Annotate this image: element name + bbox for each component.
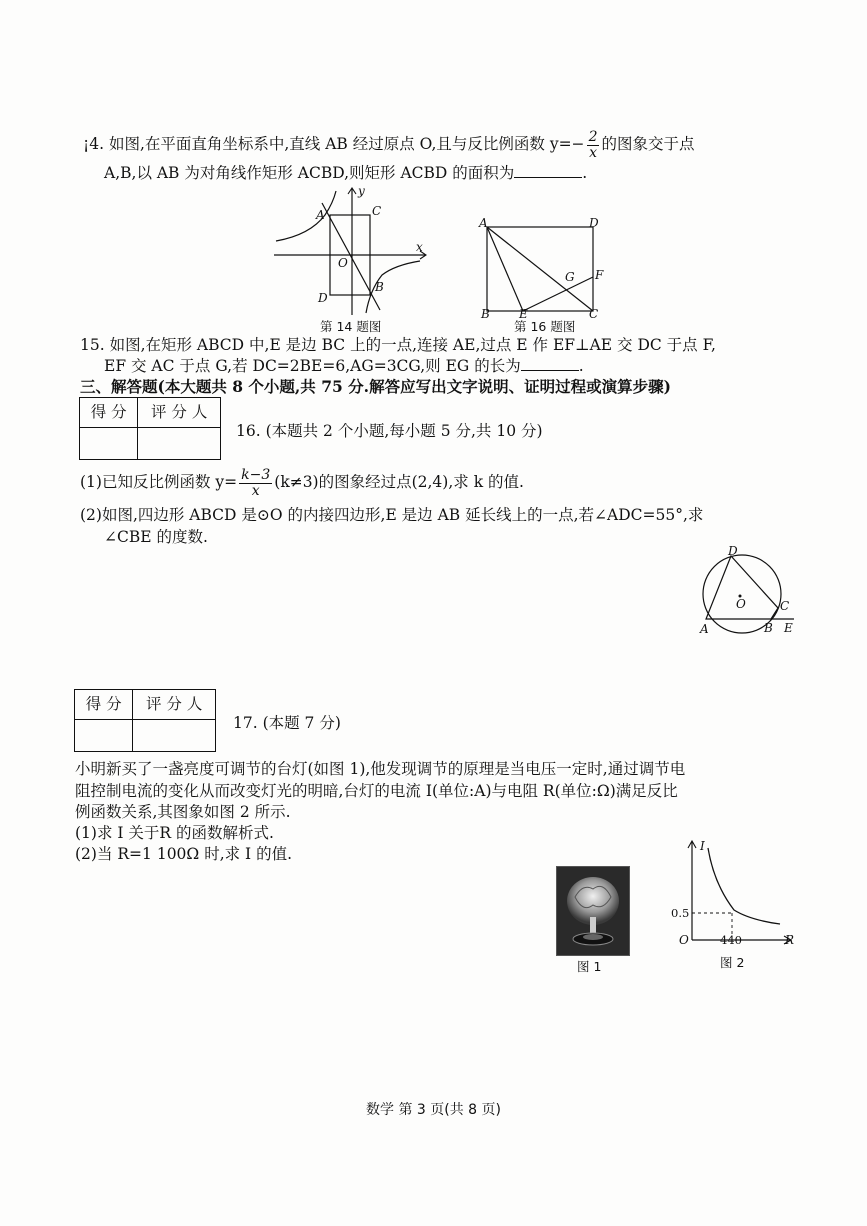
label-A: A: [479, 216, 488, 230]
q16-part1: (1)已知反比例函数 y= $\frac{k-3}{x}$ (k≠3)的图象经过点(2,4),求 k 的值.: [80, 467, 524, 499]
q17-ask2: (2)当 R=1 100Ω 时,求 I 的值.: [75, 845, 293, 863]
q16-figure: [475, 215, 610, 318]
y-tick-label: 0.5: [671, 906, 690, 920]
axis-label-R: R: [785, 933, 795, 947]
label-D: D: [589, 216, 599, 230]
q17-para3: 例函数关系,其图象如图 2 所示.: [75, 803, 291, 821]
q16-fraction: $\frac{k-3}{x}$: [241, 467, 271, 499]
q15-line2: EF 交 AC 于点 G,若 DC=2BE=6,AG=3CG,则 EG 的长为 .: [104, 357, 584, 375]
label-F: F: [595, 268, 604, 282]
q16-part2-line1: (2)如图,四边形 ABCD 是⊙O 的内接四边形,E 是边 AB 延长线上的一点,若∠ADC=55°,求: [80, 506, 704, 524]
grader-cell: [133, 720, 216, 752]
q16-circle-figure: [698, 540, 803, 640]
label-A: A: [316, 208, 325, 222]
label-D: D: [318, 291, 328, 305]
label-O: O: [736, 597, 746, 611]
fig1-caption: 图 1: [577, 959, 602, 974]
q17-title: 17. (本题 7 分): [233, 714, 341, 732]
q14-fraction: $\frac{2}{x}$: [588, 129, 598, 161]
grader-cell: [138, 428, 221, 460]
label-C: C: [589, 307, 599, 318]
label-C: C: [780, 599, 790, 613]
score-table: [74, 689, 216, 752]
score-table: [79, 397, 221, 460]
grader-header: 评 分 人: [138, 398, 221, 428]
score-header: 得 分: [75, 690, 133, 720]
x-tick-label: 440: [720, 933, 742, 947]
ir-graph: [668, 838, 798, 953]
q16-title: 16. (本题共 2 个小题,每小题 5 分,共 10 分): [236, 422, 543, 440]
label-B: B: [375, 280, 384, 294]
score-cell: [80, 428, 138, 460]
section-heading: 三、解答题(本大题共 8 个小题,共 75 分.解答应写出文字说明、证明过程或演算步骤): [80, 377, 671, 396]
answer-blank: [514, 176, 582, 178]
label-C: C: [372, 204, 382, 218]
label-O: O: [338, 256, 348, 270]
axis-label-I: I: [700, 839, 705, 853]
q14-caption: 第 14 题图: [320, 319, 382, 334]
grader-header: 评 分 人: [133, 690, 216, 720]
q17-para1: 小明新买了一盏亮度可调节的台灯(如图 1),他发现调节的原理是当电压一定时,通过调节电: [75, 760, 686, 778]
q14-figure: [270, 185, 435, 320]
label-G: G: [565, 270, 575, 284]
label-x: x: [416, 240, 423, 254]
label-A: A: [700, 622, 709, 636]
lamp-photo: [556, 866, 630, 956]
answer-blank: [521, 369, 579, 371]
q14-line2: A,B,以 AB 为对角线作矩形 ACBD,则矩形 ACBD 的面积为 .: [104, 164, 588, 182]
label-B: B: [764, 621, 773, 635]
fig2-caption: 图 2: [720, 955, 745, 970]
q16fig-caption: 第 16 题图: [514, 319, 576, 334]
lamp-icon: [557, 867, 629, 955]
score-cell: [75, 720, 133, 752]
label-E: E: [784, 621, 793, 635]
score-header: 得 分: [80, 398, 138, 428]
label-D: D: [728, 544, 738, 558]
label-B: B: [481, 307, 490, 318]
origin-label: O: [679, 933, 689, 947]
q17-ask1: (1)求 I 关于R 的函数解析式.: [75, 824, 274, 842]
label-E: E: [519, 307, 528, 318]
q15-line1: 15. 如图,在矩形 ABCD 中,E 是边 BC 上的一点,连接 AE,过点 E 作 EF⊥AE 交 DC 于点 F,: [80, 336, 716, 354]
q16-part2-line2: ∠CBE 的度数.: [104, 528, 208, 546]
label-y: y: [358, 185, 365, 198]
q17-para2: 阻控制电流的变化从而改变灯光的明暗,台灯的电流 I(单位:A)与电阻 R(单位:Ω)满足反比: [75, 782, 678, 800]
q14-line1: ¡4. 如图,在平面直角坐标系中,直线 AB 经过原点 O,且与反比例函数 y=− $\frac{2}{x}$ 的图象交于点: [83, 129, 695, 161]
page-footer: 数学 第 3 页(共 8 页): [366, 1102, 501, 1118]
